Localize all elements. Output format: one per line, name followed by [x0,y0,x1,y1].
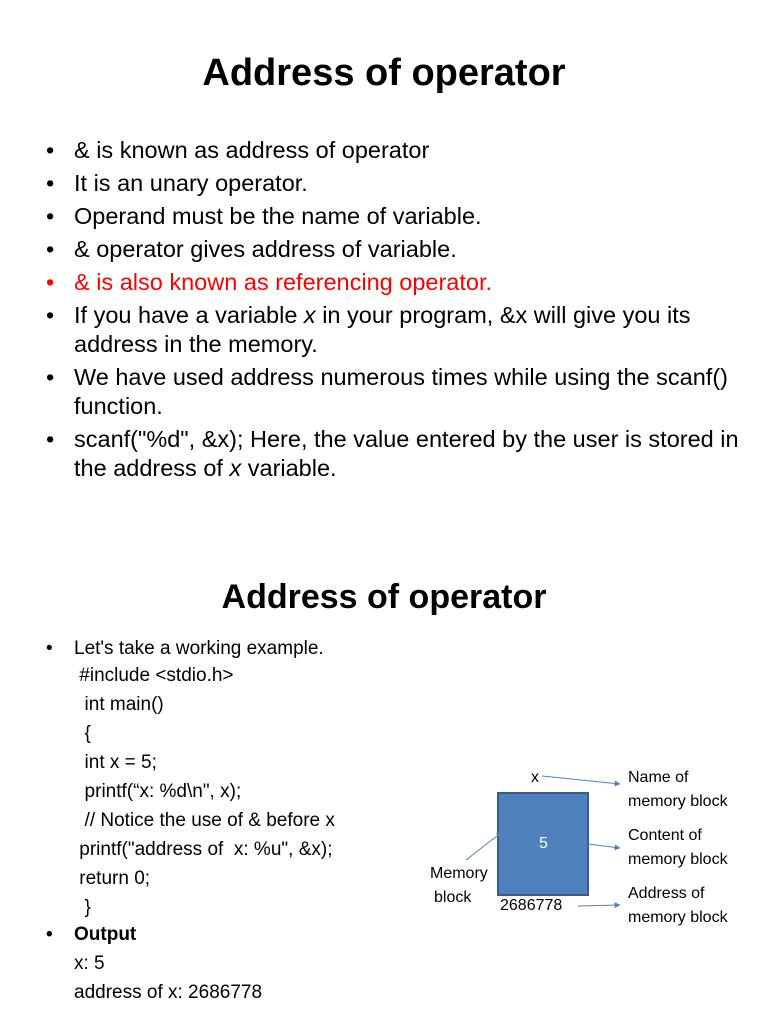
code-line: { [74,723,91,744]
slide1-title: Address of operator [202,52,566,94]
bullet-8-pre: scanf("%d", &x); Here, the value entered by the user is stored in the address of [74,426,739,481]
address-arrow [578,905,620,906]
address-label: 2686778 [500,897,563,914]
slide2-bullet-list [46,634,426,663]
content-of-label-2: memory block [628,851,728,868]
address-of-label-1: Address of [628,885,705,902]
code-line: // Notice the use of & before x [74,810,335,831]
bullet-6-var: x [303,302,316,328]
bullet-6 [46,301,746,359]
name-arrow [542,776,620,784]
memory-block-label-1: Memory [430,865,488,882]
output-label: • Output [46,920,262,949]
bullet-8-post: variable. [241,455,337,481]
var-name-label: x [531,769,539,786]
memory-block-label-2: block [434,889,472,906]
bullet-7: • We have used address numerous times while using the scanf() function. [46,363,746,421]
code-line: } [74,897,91,918]
bullet-3: • Operand must be the name of variable. [46,202,746,231]
output-line: address of x: 2686778 [74,982,263,1003]
slide2-title: Address of operator [221,578,547,616]
code-line: int main() [74,694,164,715]
code-line: return 0; [74,868,151,889]
output-section [46,920,262,1007]
memory-block-arrow [466,832,502,860]
intro-bullet: • Let's take a working example. [46,634,426,663]
name-of-label-1: Name of [628,769,689,786]
output-line: x: 5 [74,953,105,974]
bullet-8-var: x [229,455,242,481]
address-of-label-2: memory block [628,909,728,926]
bullet-8 [46,425,746,483]
code-line: printf("address of x: %u", &x); [74,839,333,860]
bullet-2: • It is an unary operator. [46,169,746,198]
slide1-bullet-list [46,136,746,487]
bullet-6-pre: If you have a variable [74,302,304,328]
bullet-5-highlighted: • & is also known as referencing operator. [46,268,746,297]
value-label: 5 [539,835,548,852]
name-of-label-2: memory block [628,793,728,810]
bullet-6-post: in your program, &x will give you its address in the memory. [74,302,691,357]
code-line: #include <stdio.h> [74,665,234,686]
bullet-4: • & operator gives address of variable. [46,235,746,264]
code-line: int x = 5; [74,752,157,773]
content-of-label-1: Content of [628,827,702,844]
memory-block-diagram [420,760,760,940]
content-arrow [588,844,620,848]
code-block [74,661,335,922]
bullet-1: • & is known as address of operator [46,136,746,165]
code-line: printf(“x: %d\n", x); [74,781,242,802]
